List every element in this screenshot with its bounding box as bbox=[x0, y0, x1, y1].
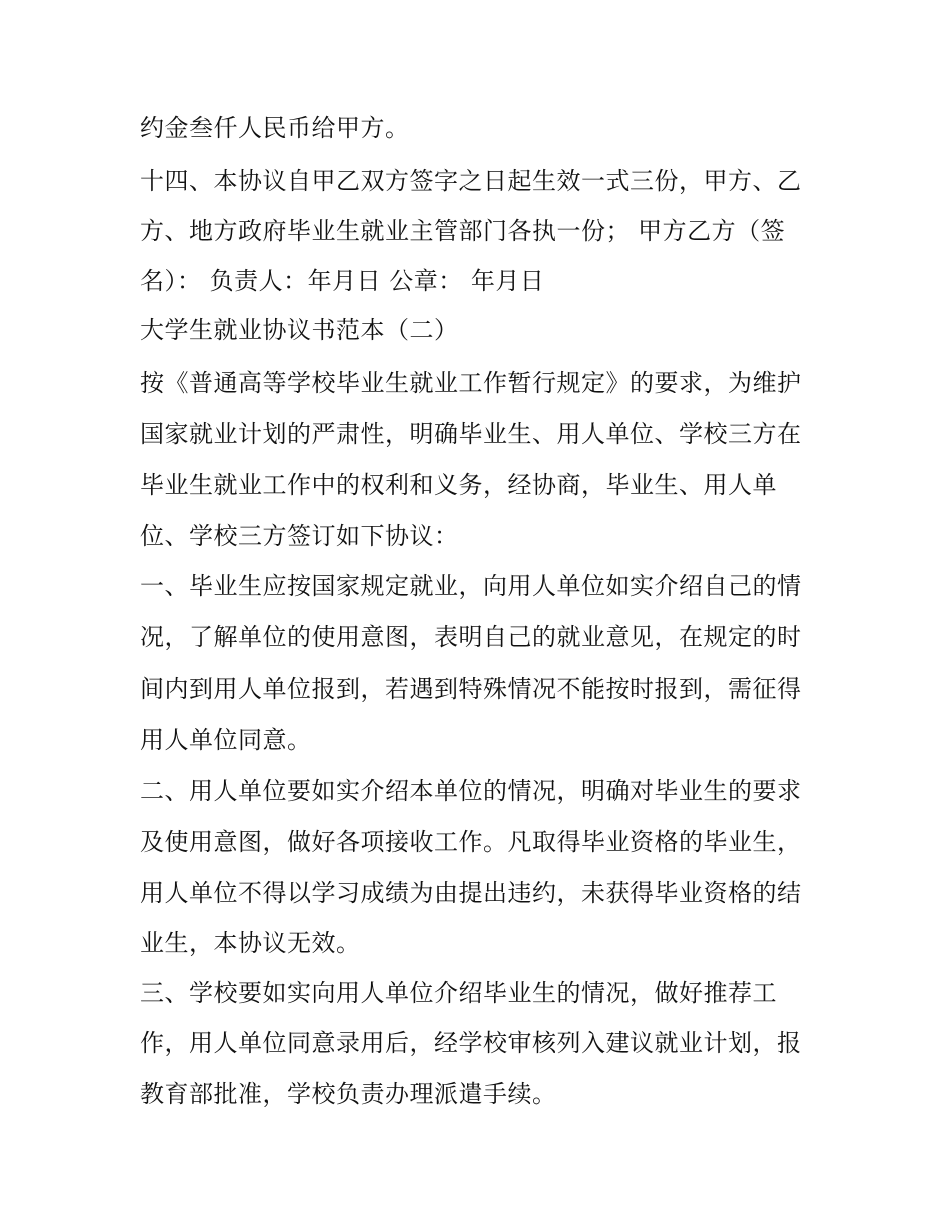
text-line: 十四、本协议自甲乙双方签字之日起生效一式三份，甲方、乙 bbox=[140, 167, 802, 195]
text-line: 况，了解单位的使用意图，表明自己的就业意见，在规定的时 bbox=[140, 623, 802, 651]
text-line: 作，用人单位同意录用后，经学校审核列入建议就业计划，报 bbox=[140, 1029, 802, 1057]
text-line: 位、学校三方签订如下协议： bbox=[140, 522, 459, 550]
text-line: 间内到用人单位报到，若遇到特殊情况不能按时报到，需征得 bbox=[140, 675, 802, 703]
text-line: 名）： 负责人：年月日 公章： 年月日 bbox=[140, 267, 545, 295]
text-line: 用人单位同意。 bbox=[140, 726, 312, 754]
text-line: 教育部批准，学校负责办理派遣手续。 bbox=[140, 1080, 557, 1108]
text-line: 二、用人单位要如实介绍本单位的情况，明确对毕业生的要求 bbox=[140, 777, 802, 805]
text-line: 按《普通高等学校毕业生就业工作暂行规定》的要求，为维护 bbox=[140, 369, 802, 397]
section-heading: 大学生就业协议书范本（二） bbox=[140, 316, 459, 344]
text-line: 及使用意图，做好各项接收工作。凡取得毕业资格的毕业生， bbox=[140, 828, 802, 856]
text-line: 一、毕业生应按国家规定就业，向用人单位如实介绍自己的情 bbox=[140, 572, 802, 600]
text-line: 约金叁仟人民币给甲方。 bbox=[140, 114, 410, 142]
text-line: 三、学校要如实向用人单位介绍毕业生的情况，做好推荐工 bbox=[140, 979, 777, 1007]
text-line: 毕业生就业工作中的权利和义务，经协商，毕业生、用人单 bbox=[140, 471, 777, 499]
text-line: 用人单位不得以学习成绩为由提出违约，未获得毕业资格的结 bbox=[140, 879, 802, 907]
text-line: 方、地方政府毕业生就业主管部门各执一份； 甲方乙方（签 bbox=[140, 217, 786, 245]
text-line: 国家就业计划的严肃性，明确毕业生、用人单位、学校三方在 bbox=[140, 420, 802, 448]
text-line: 业生，本协议无效。 bbox=[140, 929, 361, 957]
